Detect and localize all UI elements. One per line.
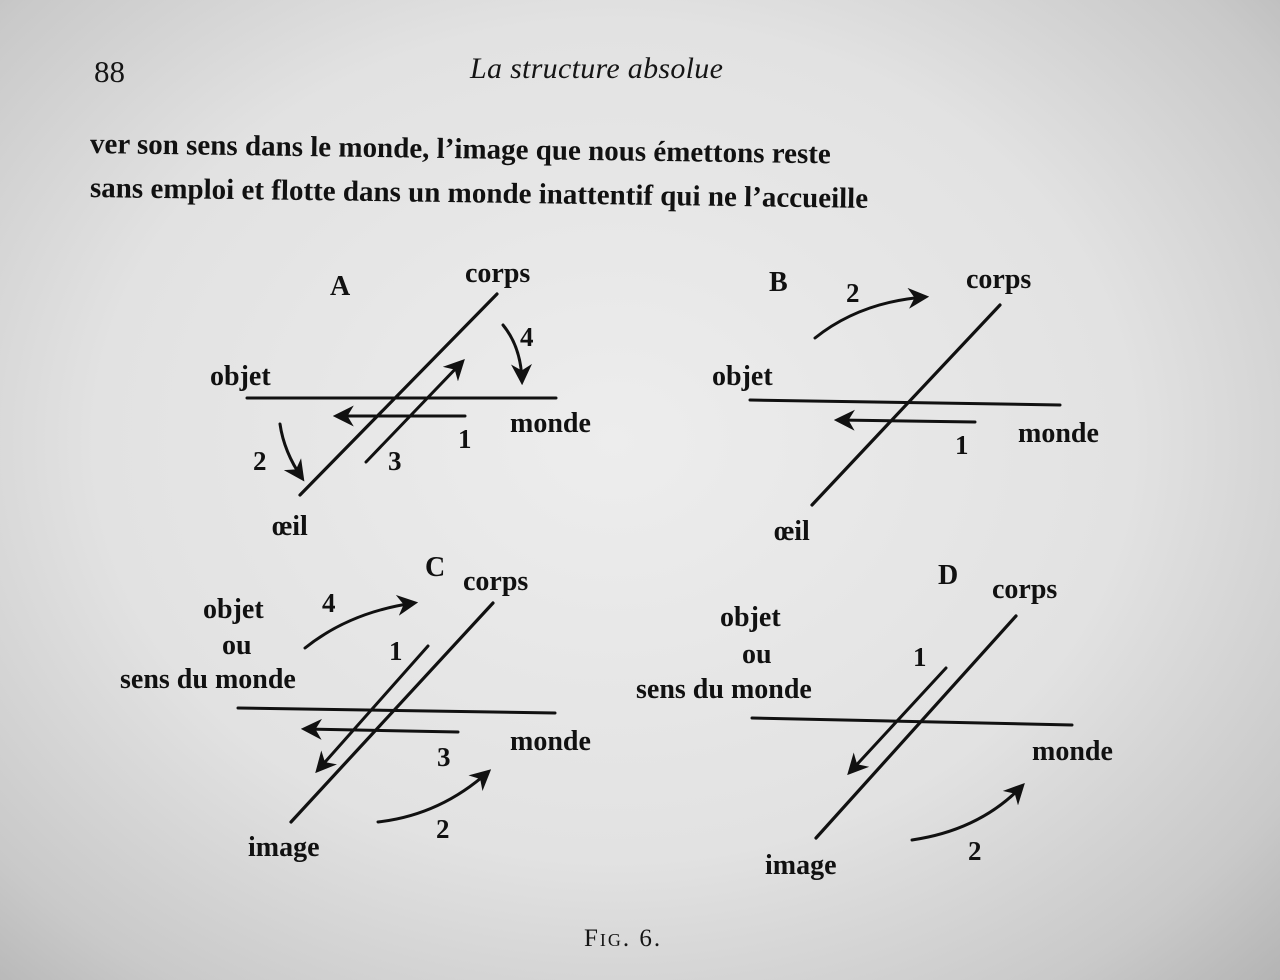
panel-d-label-sens-du-monde: sens du monde — [636, 674, 812, 705]
panel-c — [120, 552, 591, 863]
panel-b — [712, 264, 1099, 547]
panel-b-label-corps: corps — [966, 264, 1032, 295]
panel-a-number-3: 3 — [388, 446, 402, 476]
figure-caption: Fig. 6. — [584, 925, 663, 952]
panel-c-label-corps: corps — [463, 566, 529, 597]
panel-b-number-1: 1 — [955, 430, 969, 460]
body-text-line-2: sans emploi et flotte dans un monde inattentif qui ne l’accueille — [89, 172, 869, 215]
panel-d-label-corps: corps — [992, 574, 1058, 605]
running-title: La structure absolue — [470, 52, 724, 85]
panel-d-number-2: 2 — [968, 836, 982, 866]
body-text-line-1: ver son sens dans le monde, l’image que nous émettons reste — [89, 128, 832, 171]
panel-b-arrow-1 — [838, 420, 975, 422]
panel-b-label-oeil: œil — [774, 516, 810, 547]
page-number: 88 — [94, 54, 125, 89]
panel-a-number-4: 4 — [520, 322, 534, 352]
panel-a-label-oeil: œil — [272, 511, 308, 542]
panel-b-number-2: 2 — [846, 278, 860, 308]
panel-d-label-image: image — [765, 850, 837, 881]
panel-c-number-1: 1 — [389, 636, 403, 666]
panel-c-label-ou: ou — [222, 630, 252, 661]
panel-a-label-objet: objet — [210, 361, 271, 392]
panel-b-label-objet: objet — [712, 361, 773, 392]
panel-c-letter: C — [425, 552, 446, 583]
panel-b-arrow-2 — [815, 297, 925, 338]
panel-a-letter: A — [330, 271, 351, 302]
panel-a-number-1: 1 — [458, 424, 472, 454]
panel-c-arrow-3 — [305, 729, 458, 732]
panel-d-horizontal-line — [752, 718, 1072, 725]
panel-c-label-monde: monde — [510, 726, 591, 757]
panel-c-number-3: 3 — [437, 742, 451, 772]
panel-c-label-objet: objet — [203, 594, 264, 625]
panel-d-label-ou: ou — [742, 639, 772, 670]
panel-d-arrow-2 — [912, 786, 1022, 840]
panel-a-arrow-2 — [280, 424, 302, 478]
panel-d-label-objet: objet — [720, 602, 781, 633]
panel-a-label-corps: corps — [465, 258, 531, 289]
panel-c-arrow-1 — [318, 646, 428, 770]
panel-a-label-monde: monde — [510, 408, 591, 439]
panel-c-arrow-2 — [378, 772, 488, 822]
panel-c-number-4: 4 — [322, 588, 336, 618]
panel-b-letter: B — [769, 267, 788, 298]
panel-a — [210, 258, 591, 542]
panel-d — [636, 560, 1113, 881]
panel-c-number-2: 2 — [436, 814, 450, 844]
panel-b-label-monde: monde — [1018, 418, 1099, 449]
panel-c-label-image: image — [248, 832, 320, 863]
panel-d-number-1: 1 — [913, 642, 927, 672]
panel-d-label-monde: monde — [1032, 736, 1113, 767]
panel-d-letter: D — [938, 560, 959, 591]
panel-c-label-sens-du-monde: sens du monde — [120, 664, 296, 695]
panel-a-number-2: 2 — [253, 446, 267, 476]
